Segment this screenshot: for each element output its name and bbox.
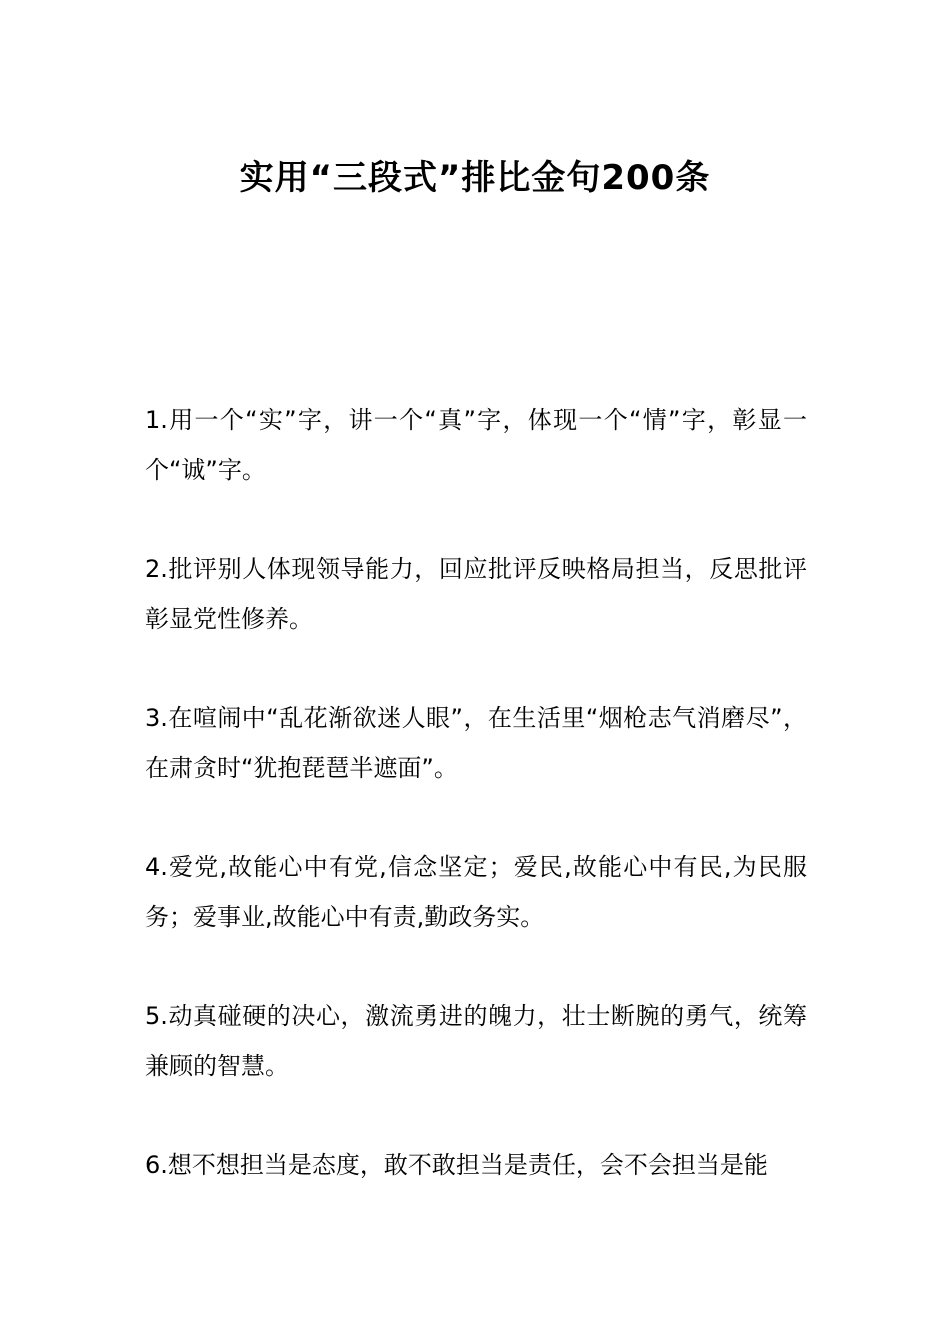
list-item: 5.动真碰硬的决心，激流勇进的魄力，壮士断腕的勇气，统筹兼顾的智慧。 (145, 1002, 807, 1080)
document-title: 实用“三段式”排比金句200条 (239, 158, 711, 198)
phrase-list (145, 395, 807, 1239)
list-item: 2.批评别人体现领导能力，回应批评反映格局担当，反思批评彰显党性修养。 (145, 555, 807, 633)
list-item: 4.爱党,故能心中有党,信念坚定；爱民,故能心中有民,为民服务；爱事业,故能心中有责,勤政务实。 (145, 853, 807, 931)
list-item: 3.在喧闹中“乱花渐欲迷人眼”，在生活里“烟枪志气消磨尽”，在肃贪时“犹抱琵琶半遮面”。 (145, 704, 807, 782)
list-item: 6.想不想担当是态度，敢不敢担当是责任，会不会担当是能 (145, 1151, 768, 1179)
list-item: 1.用一个“实”字，讲一个“真”字，体现一个“情”字，彰显一个“诚”字。 (145, 406, 807, 484)
